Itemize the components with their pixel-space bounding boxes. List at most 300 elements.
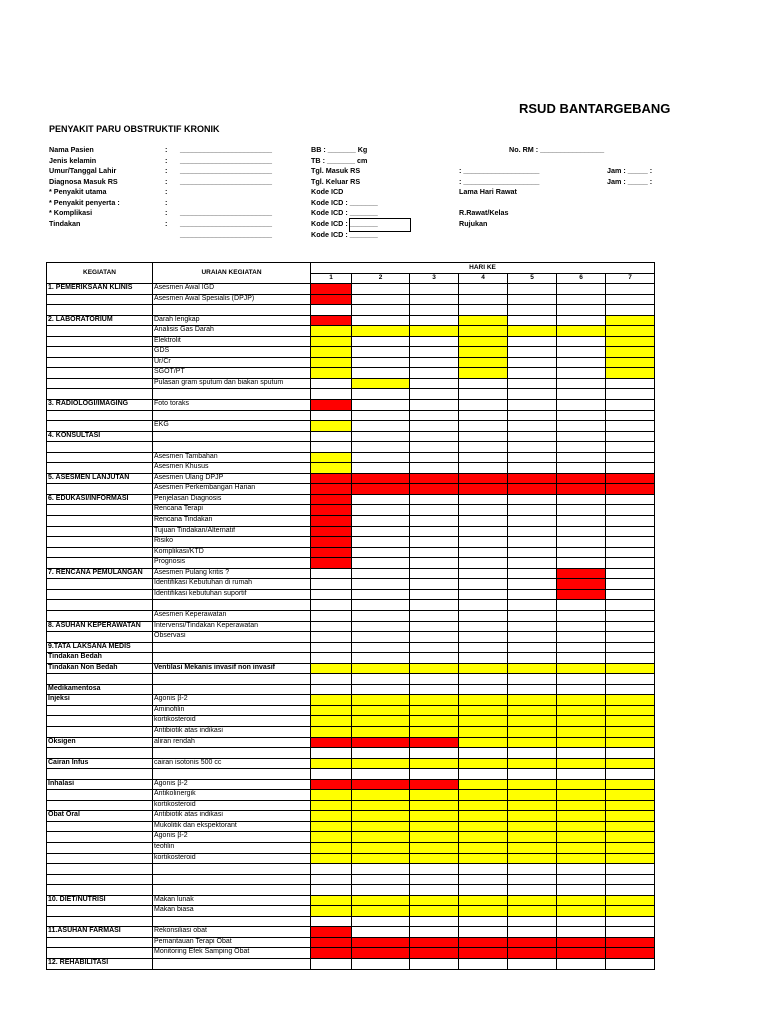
day-6-cell[interactable] [557, 821, 606, 832]
day-1-cell[interactable] [311, 410, 352, 421]
day-2-cell[interactable] [352, 821, 410, 832]
day-1-cell[interactable] [311, 800, 352, 811]
day-7-cell[interactable] [606, 494, 655, 505]
day-5-cell[interactable] [508, 568, 557, 579]
day-2-cell[interactable] [352, 463, 410, 474]
day-2-cell[interactable] [352, 832, 410, 843]
day-1-cell[interactable] [311, 642, 352, 653]
day-6-cell[interactable] [557, 336, 606, 347]
day-4-cell[interactable] [459, 305, 508, 316]
day-4-cell[interactable] [459, 452, 508, 463]
day-4-cell[interactable] [459, 547, 508, 558]
day-4-cell[interactable] [459, 516, 508, 527]
day-5-cell[interactable] [508, 284, 557, 295]
admission-field[interactable]: Kode ICD : _______ [311, 219, 378, 228]
day-1-cell[interactable] [311, 885, 352, 896]
day-1-cell[interactable] [311, 505, 352, 516]
day-1-cell[interactable] [311, 705, 352, 716]
day-6-cell[interactable] [557, 558, 606, 569]
day-1-cell[interactable] [311, 916, 352, 927]
day-4-cell[interactable] [459, 769, 508, 780]
day-2-cell[interactable] [352, 400, 410, 411]
admission-field[interactable]: BB : _______ Kg [311, 145, 368, 154]
day-3-cell[interactable] [410, 568, 459, 579]
day-3-cell[interactable] [410, 378, 459, 389]
day-3-cell[interactable] [410, 494, 459, 505]
day-5-cell[interactable] [508, 821, 557, 832]
day-7-cell[interactable] [606, 916, 655, 927]
admission-field[interactable]: Kode ICD : _______ [311, 198, 378, 207]
admission-field[interactable]: TB : _______ cm [311, 156, 368, 165]
day-2-cell[interactable] [352, 610, 410, 621]
day-4-cell[interactable] [459, 842, 508, 853]
day-7-cell[interactable] [606, 600, 655, 611]
day-6-cell[interactable] [557, 452, 606, 463]
day-1-cell[interactable] [311, 452, 352, 463]
day-1-cell[interactable] [311, 653, 352, 664]
day-1-cell[interactable] [311, 326, 352, 337]
day-2-cell[interactable] [352, 410, 410, 421]
day-2-cell[interactable] [352, 421, 410, 432]
day-6-cell[interactable] [557, 842, 606, 853]
day-5-cell[interactable] [508, 558, 557, 569]
day-6-cell[interactable] [557, 516, 606, 527]
day-3-cell[interactable] [410, 537, 459, 548]
day-3-cell[interactable] [410, 600, 459, 611]
day-5-cell[interactable] [508, 758, 557, 769]
day-1-cell[interactable] [311, 357, 352, 368]
day-1-cell[interactable] [311, 864, 352, 875]
day-6-cell[interactable] [557, 790, 606, 801]
day-2-cell[interactable] [352, 294, 410, 305]
day-5-cell[interactable] [508, 473, 557, 484]
day-2-cell[interactable] [352, 326, 410, 337]
day-5-cell[interactable] [508, 842, 557, 853]
day-4-cell[interactable] [459, 705, 508, 716]
day-2-cell[interactable] [352, 526, 410, 537]
day-1-cell[interactable] [311, 621, 352, 632]
day-6-cell[interactable] [557, 473, 606, 484]
day-5-cell[interactable] [508, 347, 557, 358]
day-1-cell[interactable] [311, 927, 352, 938]
day-6-cell[interactable] [557, 347, 606, 358]
day-4-cell[interactable] [459, 684, 508, 695]
day-4-cell[interactable] [459, 431, 508, 442]
day-5-cell[interactable] [508, 948, 557, 959]
day-3-cell[interactable] [410, 505, 459, 516]
day-4-cell[interactable] [459, 579, 508, 590]
day-4-cell[interactable] [459, 695, 508, 706]
day-3-cell[interactable] [410, 895, 459, 906]
day-4-cell[interactable] [459, 284, 508, 295]
day-5-cell[interactable] [508, 684, 557, 695]
day-3-cell[interactable] [410, 695, 459, 706]
day-5-cell[interactable] [508, 452, 557, 463]
day-4-cell[interactable] [459, 874, 508, 885]
day-6-cell[interactable] [557, 663, 606, 674]
day-4-cell[interactable] [459, 885, 508, 896]
day-6-cell[interactable] [557, 442, 606, 453]
day-5-cell[interactable] [508, 305, 557, 316]
patient-field-value[interactable]: _______________________ [180, 166, 272, 175]
day-7-cell[interactable] [606, 558, 655, 569]
day-3-cell[interactable] [410, 916, 459, 927]
admission-field[interactable]: Kode ICD [311, 187, 344, 196]
day-7-cell[interactable] [606, 378, 655, 389]
day-2-cell[interactable] [352, 389, 410, 400]
day-7-cell[interactable] [606, 442, 655, 453]
day-3-cell[interactable] [410, 832, 459, 843]
day-6-cell[interactable] [557, 632, 606, 643]
day-2-cell[interactable] [352, 505, 410, 516]
day-7-cell[interactable] [606, 842, 655, 853]
day-7-cell[interactable] [606, 885, 655, 896]
day-4-cell[interactable] [459, 621, 508, 632]
jam-masuk-field[interactable]: Jam : _____ : [607, 166, 653, 175]
day-1-cell[interactable] [311, 558, 352, 569]
day-4-cell[interactable] [459, 484, 508, 495]
day-5-cell[interactable] [508, 547, 557, 558]
day-3-cell[interactable] [410, 927, 459, 938]
day-6-cell[interactable] [557, 621, 606, 632]
day-6-cell[interactable] [557, 937, 606, 948]
day-2-cell[interactable] [352, 579, 410, 590]
day-4-cell[interactable] [459, 642, 508, 653]
day-1-cell[interactable] [311, 726, 352, 737]
day-2-cell[interactable] [352, 695, 410, 706]
day-2-cell[interactable] [352, 663, 410, 674]
day-6-cell[interactable] [557, 494, 606, 505]
day-6-cell[interactable] [557, 832, 606, 843]
patient-field-value[interactable]: _______________________ [180, 230, 272, 239]
day-7-cell[interactable] [606, 821, 655, 832]
day-2-cell[interactable] [352, 284, 410, 295]
day-1-cell[interactable] [311, 516, 352, 527]
day-7-cell[interactable] [606, 452, 655, 463]
day-5-cell[interactable] [508, 853, 557, 864]
day-3-cell[interactable] [410, 558, 459, 569]
day-3-cell[interactable] [410, 874, 459, 885]
day-4-cell[interactable] [459, 610, 508, 621]
day-2-cell[interactable] [352, 305, 410, 316]
day-2-cell[interactable] [352, 726, 410, 737]
day-2-cell[interactable] [352, 748, 410, 759]
day-2-cell[interactable] [352, 600, 410, 611]
day-2-cell[interactable] [352, 927, 410, 938]
day-2-cell[interactable] [352, 642, 410, 653]
day-3-cell[interactable] [410, 674, 459, 685]
admission-field[interactable]: Tgl. Masuk RS [311, 166, 361, 175]
day-1-cell[interactable] [311, 663, 352, 674]
day-4-cell[interactable] [459, 758, 508, 769]
day-7-cell[interactable] [606, 347, 655, 358]
day-6-cell[interactable] [557, 684, 606, 695]
day-3-cell[interactable] [410, 357, 459, 368]
admission-field[interactable]: Kode ICD : _______ [311, 230, 378, 239]
day-2-cell[interactable] [352, 737, 410, 748]
day-7-cell[interactable] [606, 653, 655, 664]
day-3-cell[interactable] [410, 315, 459, 326]
day-7-cell[interactable] [606, 800, 655, 811]
day-1-cell[interactable] [311, 948, 352, 959]
day-6-cell[interactable] [557, 726, 606, 737]
day-2-cell[interactable] [352, 758, 410, 769]
day-7-cell[interactable] [606, 336, 655, 347]
day-2-cell[interactable] [352, 874, 410, 885]
day-1-cell[interactable] [311, 568, 352, 579]
day-2-cell[interactable] [352, 769, 410, 780]
day-6-cell[interactable] [557, 864, 606, 875]
day-6-cell[interactable] [557, 895, 606, 906]
day-3-cell[interactable] [410, 410, 459, 421]
day-2-cell[interactable] [352, 716, 410, 727]
day-5-cell[interactable] [508, 579, 557, 590]
day-7-cell[interactable] [606, 695, 655, 706]
day-1-cell[interactable] [311, 305, 352, 316]
day-6-cell[interactable] [557, 642, 606, 653]
day-6-cell[interactable] [557, 421, 606, 432]
day-4-cell[interactable] [459, 463, 508, 474]
day-2-cell[interactable] [352, 684, 410, 695]
day-7-cell[interactable] [606, 284, 655, 295]
day-6-cell[interactable] [557, 800, 606, 811]
day-7-cell[interactable] [606, 769, 655, 780]
day-5-cell[interactable] [508, 294, 557, 305]
day-5-cell[interactable] [508, 874, 557, 885]
day-5-cell[interactable] [508, 906, 557, 917]
day-3-cell[interactable] [410, 790, 459, 801]
day-6-cell[interactable] [557, 874, 606, 885]
day-7-cell[interactable] [606, 663, 655, 674]
day-2-cell[interactable] [352, 494, 410, 505]
day-3-cell[interactable] [410, 526, 459, 537]
day-5-cell[interactable] [508, 589, 557, 600]
day-7-cell[interactable] [606, 705, 655, 716]
day-5-cell[interactable] [508, 937, 557, 948]
day-2-cell[interactable] [352, 790, 410, 801]
day-7-cell[interactable] [606, 832, 655, 843]
day-1-cell[interactable] [311, 695, 352, 706]
day-1-cell[interactable] [311, 294, 352, 305]
day-6-cell[interactable] [557, 410, 606, 421]
day-2-cell[interactable] [352, 347, 410, 358]
day-6-cell[interactable] [557, 674, 606, 685]
day-7-cell[interactable] [606, 589, 655, 600]
day-3-cell[interactable] [410, 284, 459, 295]
day-2-cell[interactable] [352, 589, 410, 600]
day-7-cell[interactable] [606, 368, 655, 379]
tgl-keluar-value[interactable]: : ___________________ [459, 177, 540, 186]
day-3-cell[interactable] [410, 431, 459, 442]
day-5-cell[interactable] [508, 526, 557, 537]
day-4-cell[interactable] [459, 948, 508, 959]
day-7-cell[interactable] [606, 927, 655, 938]
day-1-cell[interactable] [311, 790, 352, 801]
day-7-cell[interactable] [606, 937, 655, 948]
day-4-cell[interactable] [459, 906, 508, 917]
day-5-cell[interactable] [508, 389, 557, 400]
day-5-cell[interactable] [508, 505, 557, 516]
day-3-cell[interactable] [410, 842, 459, 853]
day-2-cell[interactable] [352, 452, 410, 463]
day-6-cell[interactable] [557, 389, 606, 400]
day-4-cell[interactable] [459, 853, 508, 864]
day-7-cell[interactable] [606, 811, 655, 822]
day-5-cell[interactable] [508, 410, 557, 421]
day-7-cell[interactable] [606, 874, 655, 885]
day-6-cell[interactable] [557, 526, 606, 537]
day-3-cell[interactable] [410, 663, 459, 674]
day-5-cell[interactable] [508, 621, 557, 632]
day-7-cell[interactable] [606, 315, 655, 326]
patient-field-value[interactable]: _______________________ [180, 177, 272, 186]
day-1-cell[interactable] [311, 769, 352, 780]
day-7-cell[interactable] [606, 610, 655, 621]
day-4-cell[interactable] [459, 800, 508, 811]
day-1-cell[interactable] [311, 832, 352, 843]
day-5-cell[interactable] [508, 600, 557, 611]
day-3-cell[interactable] [410, 906, 459, 917]
day-1-cell[interactable] [311, 473, 352, 484]
day-5-cell[interactable] [508, 716, 557, 727]
day-4-cell[interactable] [459, 389, 508, 400]
day-6-cell[interactable] [557, 294, 606, 305]
day-6-cell[interactable] [557, 463, 606, 474]
day-5-cell[interactable] [508, 632, 557, 643]
day-2-cell[interactable] [352, 547, 410, 558]
day-4-cell[interactable] [459, 600, 508, 611]
day-6-cell[interactable] [557, 748, 606, 759]
day-1-cell[interactable] [311, 716, 352, 727]
day-3-cell[interactable] [410, 642, 459, 653]
day-1-cell[interactable] [311, 547, 352, 558]
day-5-cell[interactable] [508, 927, 557, 938]
day-3-cell[interactable] [410, 463, 459, 474]
day-2-cell[interactable] [352, 336, 410, 347]
day-1-cell[interactable] [311, 937, 352, 948]
day-2-cell[interactable] [352, 431, 410, 442]
day-3-cell[interactable] [410, 758, 459, 769]
day-2-cell[interactable] [352, 368, 410, 379]
day-5-cell[interactable] [508, 674, 557, 685]
day-7-cell[interactable] [606, 726, 655, 737]
day-4-cell[interactable] [459, 937, 508, 948]
day-4-cell[interactable] [459, 368, 508, 379]
day-4-cell[interactable] [459, 821, 508, 832]
day-3-cell[interactable] [410, 769, 459, 780]
day-4-cell[interactable] [459, 326, 508, 337]
day-5-cell[interactable] [508, 463, 557, 474]
day-3-cell[interactable] [410, 621, 459, 632]
day-5-cell[interactable] [508, 737, 557, 748]
day-6-cell[interactable] [557, 959, 606, 970]
day-3-cell[interactable] [410, 726, 459, 737]
day-5-cell[interactable] [508, 663, 557, 674]
day-5-cell[interactable] [508, 315, 557, 326]
day-5-cell[interactable] [508, 516, 557, 527]
day-1-cell[interactable] [311, 431, 352, 442]
day-3-cell[interactable] [410, 421, 459, 432]
day-4-cell[interactable] [459, 400, 508, 411]
day-1-cell[interactable] [311, 737, 352, 748]
day-6-cell[interactable] [557, 695, 606, 706]
day-6-cell[interactable] [557, 547, 606, 558]
day-5-cell[interactable] [508, 610, 557, 621]
day-4-cell[interactable] [459, 959, 508, 970]
day-7-cell[interactable] [606, 516, 655, 527]
day-1-cell[interactable] [311, 378, 352, 389]
day-3-cell[interactable] [410, 579, 459, 590]
day-4-cell[interactable] [459, 526, 508, 537]
day-6-cell[interactable] [557, 315, 606, 326]
day-5-cell[interactable] [508, 748, 557, 759]
day-4-cell[interactable] [459, 653, 508, 664]
day-1-cell[interactable] [311, 368, 352, 379]
day-7-cell[interactable] [606, 642, 655, 653]
day-1-cell[interactable] [311, 821, 352, 832]
day-5-cell[interactable] [508, 916, 557, 927]
day-7-cell[interactable] [606, 864, 655, 875]
day-7-cell[interactable] [606, 357, 655, 368]
day-3-cell[interactable] [410, 653, 459, 664]
day-3-cell[interactable] [410, 737, 459, 748]
day-4-cell[interactable] [459, 916, 508, 927]
day-7-cell[interactable] [606, 421, 655, 432]
day-6-cell[interactable] [557, 927, 606, 938]
day-1-cell[interactable] [311, 758, 352, 769]
day-6-cell[interactable] [557, 853, 606, 864]
day-7-cell[interactable] [606, 748, 655, 759]
day-7-cell[interactable] [606, 948, 655, 959]
day-3-cell[interactable] [410, 452, 459, 463]
day-6-cell[interactable] [557, 505, 606, 516]
day-5-cell[interactable] [508, 368, 557, 379]
day-3-cell[interactable] [410, 885, 459, 896]
day-5-cell[interactable] [508, 642, 557, 653]
day-3-cell[interactable] [410, 589, 459, 600]
day-4-cell[interactable] [459, 378, 508, 389]
day-1-cell[interactable] [311, 853, 352, 864]
day-7-cell[interactable] [606, 431, 655, 442]
day-4-cell[interactable] [459, 357, 508, 368]
day-1-cell[interactable] [311, 684, 352, 695]
day-2-cell[interactable] [352, 811, 410, 822]
day-2-cell[interactable] [352, 885, 410, 896]
day-1-cell[interactable] [311, 526, 352, 537]
day-7-cell[interactable] [606, 906, 655, 917]
day-1-cell[interactable] [311, 842, 352, 853]
day-2-cell[interactable] [352, 442, 410, 453]
day-5-cell[interactable] [508, 864, 557, 875]
patient-field-value[interactable]: _______________________ [180, 145, 272, 154]
day-2-cell[interactable] [352, 800, 410, 811]
day-2-cell[interactable] [352, 537, 410, 548]
day-7-cell[interactable] [606, 389, 655, 400]
patient-field-value[interactable]: _______________________ [180, 219, 272, 228]
day-4-cell[interactable] [459, 315, 508, 326]
day-5-cell[interactable] [508, 790, 557, 801]
day-6-cell[interactable] [557, 610, 606, 621]
day-7-cell[interactable] [606, 484, 655, 495]
day-3-cell[interactable] [410, 368, 459, 379]
day-2-cell[interactable] [352, 378, 410, 389]
day-4-cell[interactable] [459, 421, 508, 432]
day-7-cell[interactable] [606, 779, 655, 790]
day-3-cell[interactable] [410, 294, 459, 305]
day-5-cell[interactable] [508, 326, 557, 337]
day-3-cell[interactable] [410, 705, 459, 716]
day-7-cell[interactable] [606, 579, 655, 590]
